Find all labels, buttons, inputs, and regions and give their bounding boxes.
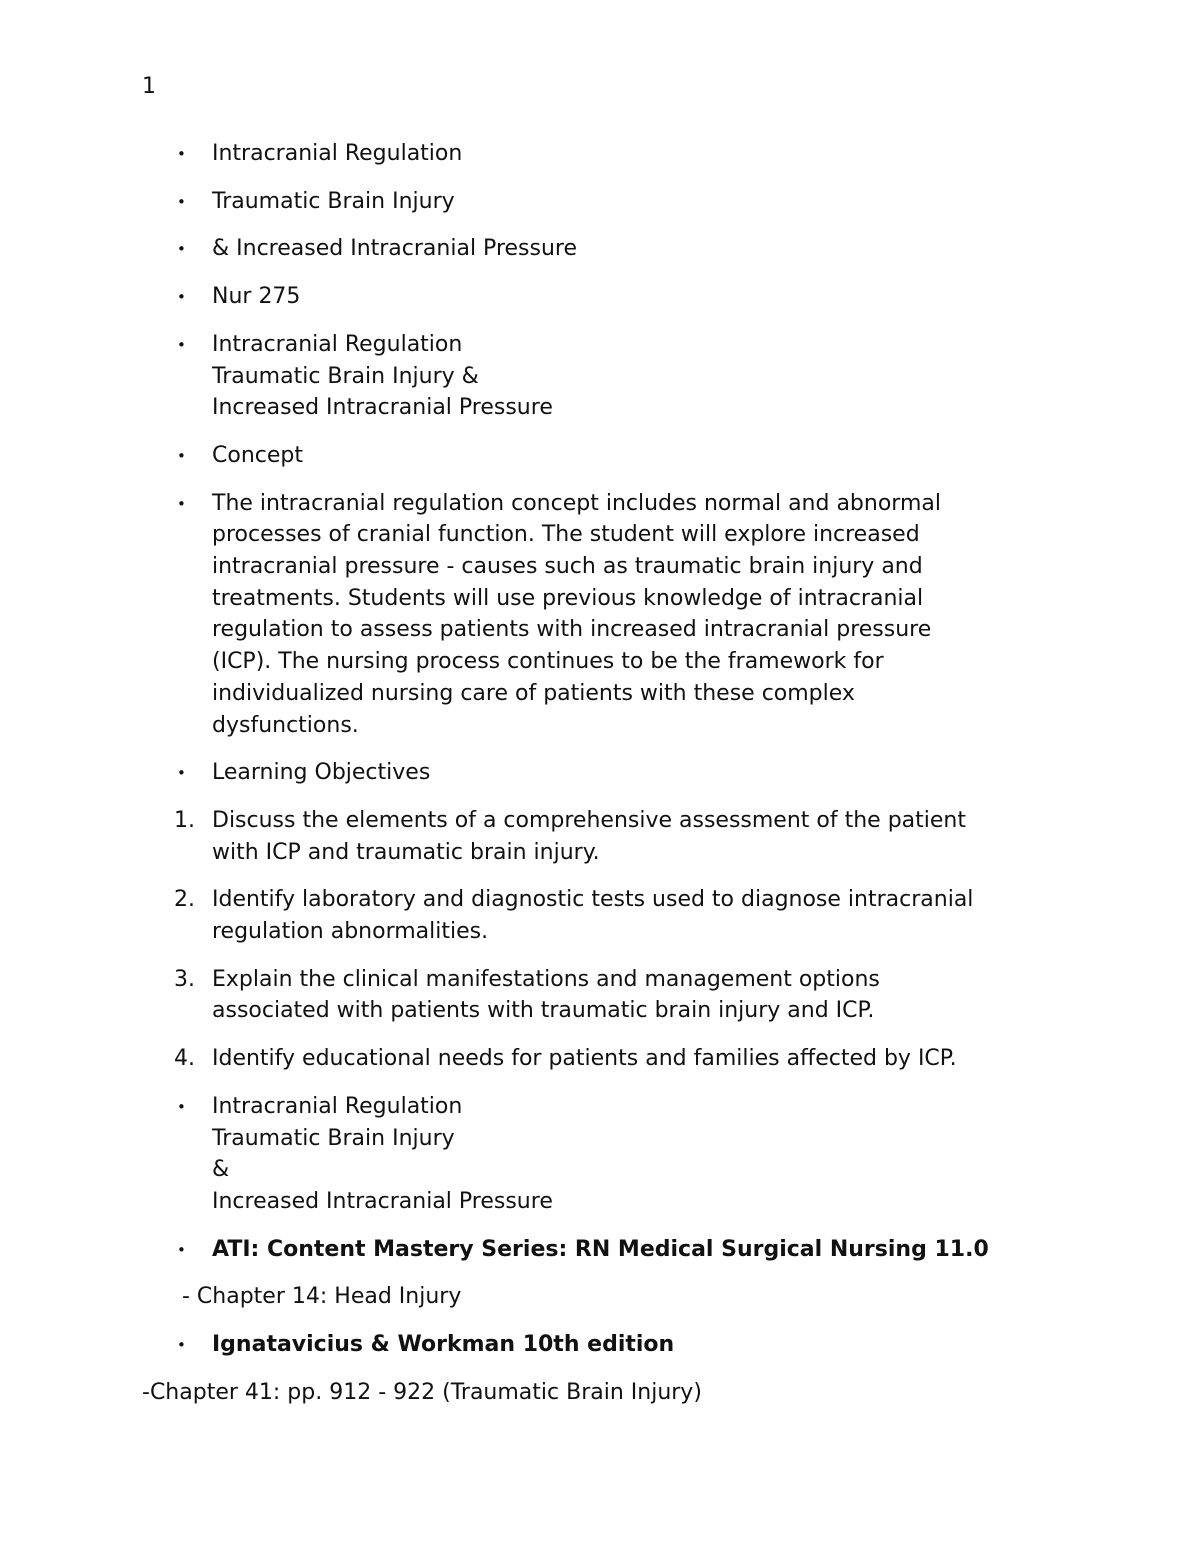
item-line: &	[212, 1157, 230, 1183]
objective-item	[0, 964, 1200, 1027]
objective-item	[0, 805, 1200, 868]
reference-chapter: -Chapter 41: pp. 912 - 922 (Traumatic Brain Injury)	[142, 1379, 702, 1405]
content-list	[0, 138, 1200, 1409]
item-line: intracranial pressure - causes such as traumatic brain injury and	[212, 554, 923, 580]
item-line: Increased Intracranial Pressure	[212, 1188, 553, 1214]
bullet-icon: •	[177, 1097, 186, 1116]
item-line: with ICP and traumatic brain injury.	[212, 839, 600, 865]
page-number: 1	[142, 74, 156, 99]
bullet-icon: •	[177, 1336, 186, 1355]
objective-number: 3.	[174, 966, 195, 992]
list-item	[0, 281, 1200, 313]
concept-paragraph	[0, 488, 1200, 742]
list-item	[0, 329, 1200, 424]
list-item	[0, 138, 1200, 170]
item-line: regulation to assess patients with increased intracranial pressure	[212, 617, 932, 643]
item-line: associated with patients with traumatic brain injury and ICP.	[212, 998, 875, 1024]
item-line: treatments. Students will use previous knowledge of intracranial	[212, 585, 924, 611]
objective-item	[0, 884, 1200, 947]
item-line: Intracranial Regulation	[212, 1093, 463, 1119]
item-line: Learning Objectives	[212, 760, 431, 786]
bullet-icon: •	[177, 288, 186, 307]
item-line: Increased Intracranial Pressure	[212, 395, 553, 421]
bullet-icon: •	[177, 145, 186, 163]
item-line: Traumatic Brain Injury	[212, 1125, 455, 1151]
list-item	[0, 233, 1200, 265]
bullet-icon: •	[177, 240, 186, 259]
item-line: Explain the clinical manifestations and management options	[212, 966, 880, 992]
item-line: Traumatic Brain Injury &	[212, 363, 479, 389]
bullet-icon: •	[177, 764, 186, 783]
reference-item	[0, 1234, 1200, 1266]
reference-title: Ignatavicius & Workman 10th edition	[212, 1332, 675, 1358]
bullet-icon: •	[177, 335, 186, 354]
reference-chapter: - Chapter 14: Head Injury	[182, 1284, 462, 1310]
item-line: & Increased Intracranial Pressure	[212, 236, 577, 262]
item-line: Nur 275	[212, 284, 301, 310]
item-line: Identify laboratory and diagnostic tests used to diagnose intracranial	[212, 887, 974, 913]
objective-item	[0, 1043, 1200, 1075]
list-item	[0, 1091, 1200, 1218]
item-line: processes of cranial function. The student will explore increased	[212, 522, 920, 548]
item-line: dysfunctions.	[212, 712, 359, 738]
item-line: Concept	[212, 442, 303, 468]
item-line: Traumatic Brain Injury	[212, 188, 455, 214]
objective-number: 4.	[174, 1046, 195, 1072]
bullet-icon: •	[177, 192, 186, 211]
item-line: individualized nursing care of patients with these complex	[212, 680, 855, 706]
list-item	[0, 440, 1200, 472]
objective-number: 1.	[174, 807, 195, 833]
item-line: The intracranial regulation concept includes normal and abnormal	[212, 490, 941, 516]
bullet-icon: •	[177, 446, 186, 465]
item-line: regulation abnormalities.	[212, 919, 489, 945]
item-line: (ICP). The nursing process continues to be the framework for	[212, 649, 884, 675]
item-line: Intracranial Regulation	[212, 331, 463, 357]
item-line: Discuss the elements of a comprehensive assessment of the patient	[212, 807, 966, 833]
bullet-icon: •	[177, 494, 186, 513]
item-line: Identify educational needs for patients and families affected by ICP.	[212, 1046, 957, 1072]
reference-title: ATI: Content Mastery Series: RN Medical Surgical Nursing 11.0	[212, 1236, 989, 1262]
item-line: Intracranial Regulation	[212, 141, 463, 166]
bullet-icon: •	[177, 1240, 186, 1259]
list-item	[0, 186, 1200, 218]
list-item	[0, 757, 1200, 789]
objective-number: 2.	[174, 887, 195, 913]
reference-item	[0, 1329, 1200, 1361]
